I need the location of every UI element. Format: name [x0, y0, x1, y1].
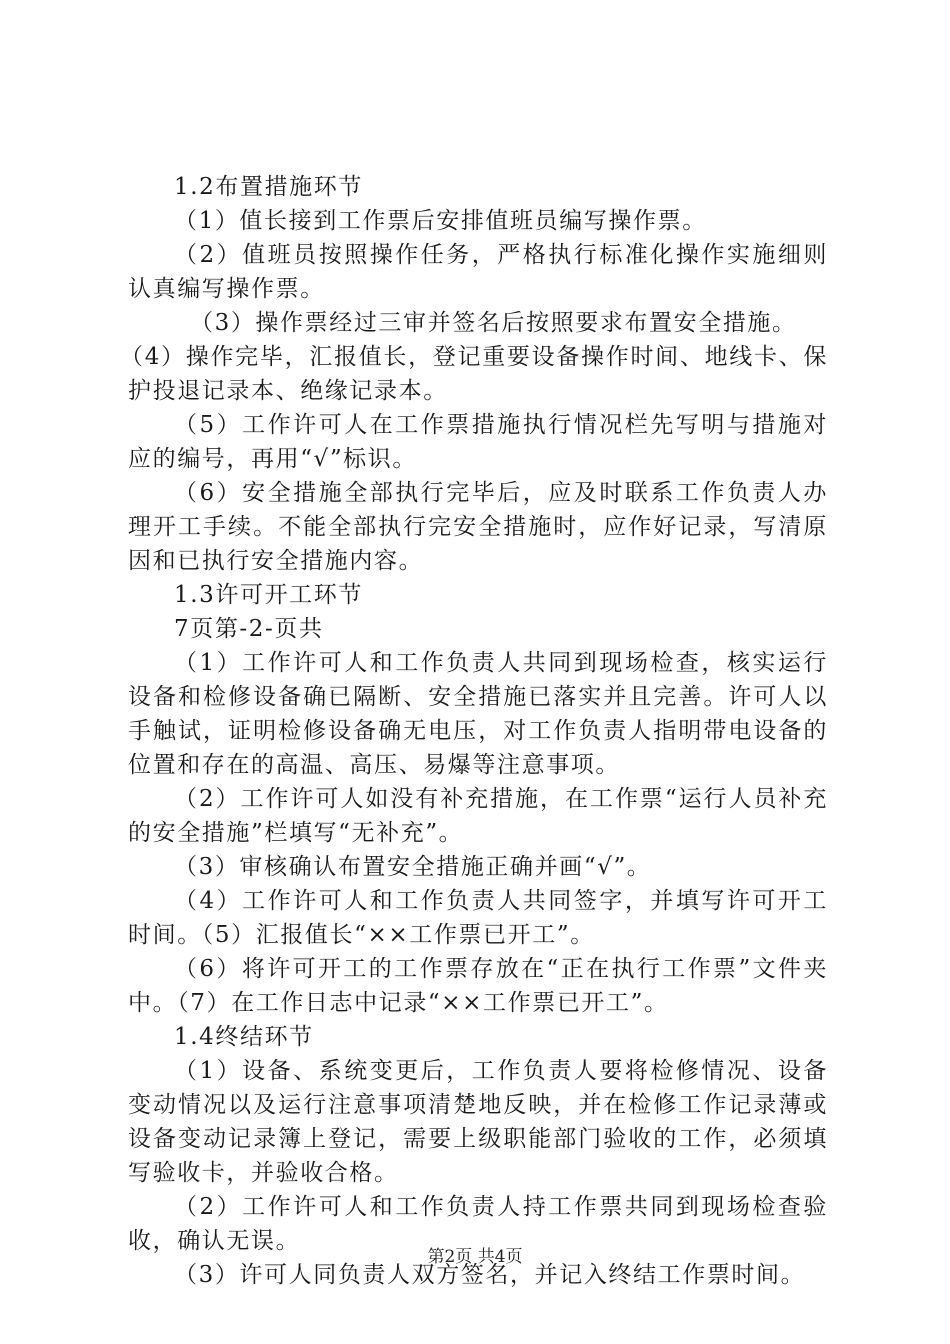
paragraph: （6）将许可开工的工作票存放在“正在执行工作票”文件夹中。（7）在工作日志中记录“××工作票已开工”。: [128, 956, 828, 1016]
paragraph: （3）许可人同负责人双方签名，并记入终结工作票时间。: [174, 1262, 806, 1288]
document-body: [120, 170, 828, 1292]
paragraph: （6）安全措施全部执行完毕后，应及时联系工作负责人办理开工手续。不能全部执行完安全措施时，应作好记录，写清原因和已执行安全措施内容。: [128, 480, 828, 574]
section-heading-1-4: 1.4终结环节: [174, 1024, 314, 1050]
paragraph: （1）值长接到工作票后安排值班员编写操作票。: [174, 208, 707, 234]
paragraph: （4）操作完毕，汇报值长，登记重要设备操作时间、地线卡、保护投退记录本、绝缘记录本。: [120, 344, 828, 404]
paragraph: （2）工作许可人和工作负责人持工作票共同到现场检查验收，确认无误。: [128, 1194, 828, 1254]
page-marker: 7页第-2-页共: [174, 616, 324, 642]
paragraph: （1）设备、系统变更后，工作负责人要将检修情况、设备变动情况以及运行注意事项清楚地反映，并在检修工作记录薄或设备变动记录簿上登记，需要上级职能部门验收的工作，必须填写验收卡，并验收合格。: [128, 1058, 828, 1186]
page-footer: 第2页 共4页: [427, 1247, 523, 1267]
paragraph: （5）工作许可人在工作票措施执行情况栏先写明与措施对应的编号，再用“√”标识。: [128, 412, 828, 472]
section-heading-1-2: 1.2布置措施环节: [174, 174, 363, 200]
paragraph: （4）工作许可人和工作负责人共同签字，并填写许可开工时间。（5）汇报值长“××工作票已开工”。: [128, 888, 828, 948]
paragraph: （2）值班员按照操作任务，严格执行标准化操作实施细则认真编写操作票。: [128, 242, 828, 302]
paragraph: （3）操作票经过三审并签名后按照要求布置安全措施。: [190, 310, 797, 336]
paragraph: （3）审核确认布置安全措施正确并画“√”。: [174, 854, 652, 880]
paragraph: （1）工作许可人和工作负责人共同到现场检查，核实运行设备和检修设备确已隔断、安全措施已落实并且完善。许可人以手触试，证明检修设备确无电压，对工作负责人指明带电设备的位置和存在的高温、高压、易爆等注意事项。: [128, 650, 828, 778]
paragraph: （2）工作许可人如没有补充措施，在工作票“运行人员补充的安全措施”栏填写“无补充”。: [128, 786, 828, 846]
section-heading-1-3: 1.3许可开工环节: [174, 582, 363, 608]
